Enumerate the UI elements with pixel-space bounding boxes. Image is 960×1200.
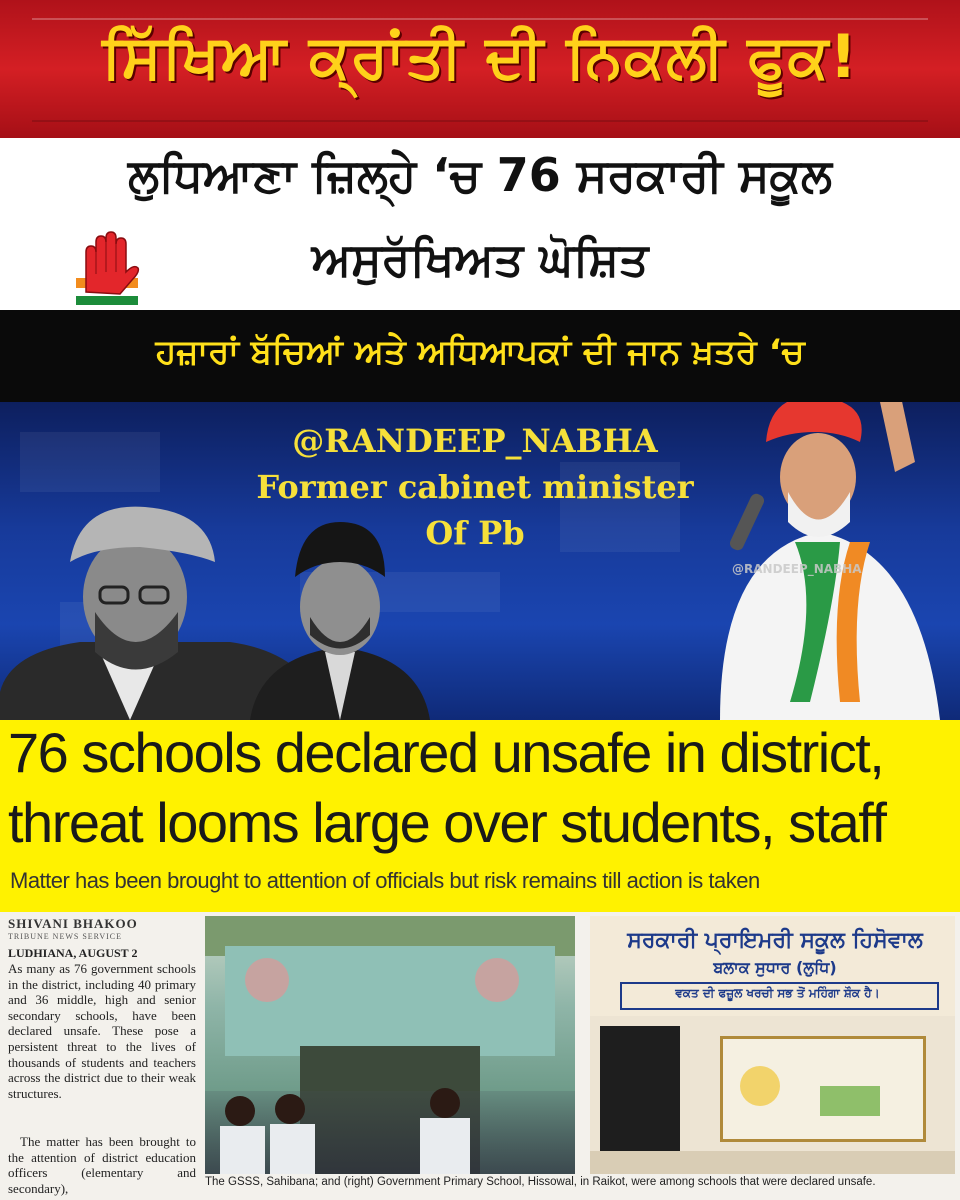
article-service: TRIBUNE NEWS SERVICE — [8, 932, 123, 941]
overlay-state: Of Pb — [425, 514, 525, 552]
article-dateline: LUDHIANA, AUGUST 2 — [8, 946, 138, 960]
school-slogan: ਵਕਤ ਦੀ ਫਜ਼ੂਲ ਖਰਚੀ ਸਭ ਤੋਂ ਮਹਿੰਗਾ ਸ਼ੌਕ ਹੈ। — [675, 986, 880, 1000]
school-sign-name: ਸਰਕਾਰੀ ਪ੍ਰਾਇਮਰੀ ਸਕੂਲ ਹਿਸੋਵਾਲ — [627, 928, 923, 953]
article-author: SHIVANI BHAKOO — [8, 916, 138, 931]
article-body-paragraph-1: As many as 76 government schools in the district, including 40 primary and 36 middle, high and senior secondary schools, have been declared unsafe. These pose a persistent threat to the lives of thousands of students and teachers across the district due to their weak structures. — [8, 961, 196, 1101]
newspaper-headline-line1: 76 schools declared unsafe in district, — [8, 721, 884, 784]
article-body-paragraph-2: The matter has been brought to the attention of district education officers (elementary and secondary), — [8, 1134, 196, 1196]
school-sign-block: ਬਲਾਕ ਸੁਧਾਰ (ਲੁਧਿ) — [713, 958, 837, 977]
newspaper-deck: Matter has been brought to attention of officials but risk remains till action is taken — [10, 868, 760, 893]
subheading-line2: ਅਸੁਰੱਖਿਅਤ ਘੋਸ਼ਿਤ — [311, 232, 649, 286]
subheading-line1: ਲੁਧਿਆਣਾ ਜ਼ਿਲ੍ਹੇ ‘ਚ 76 ਸਰਕਾਰੀ ਸਕੂਲ — [128, 148, 832, 202]
school-photo-hissowal — [590, 916, 955, 1174]
newspaper-headline-line2: threat looms large over students, staff — [8, 791, 886, 854]
warning-strip-text: ਹਜ਼ਾਰਾਂ ਬੱਚਿਆਂ ਅਤੇ ਅਧਿਆਪਕਾਂ ਦੀ ਜਾਨ ਖ਼ਤਰੇ ‘ਚ — [155, 332, 805, 372]
photo-caption: The GSSS, Sahibana; and (right) Government Primary School, Hissowal, in Raikot, were among schools that were declared unsafe. — [205, 1176, 876, 1188]
main-headline: ਸਿੱਖਿਆ ਕ੍ਰਾਂਤੀ ਦੀ ਨਿਕਲੀ ਫੂਕ! — [102, 22, 858, 92]
overlay-title: Former cabinet minister — [256, 468, 694, 506]
photo-watermark: @RANDEEP_NABHA — [732, 562, 862, 576]
school-photo-sahibana — [205, 916, 575, 1174]
congress-hand-icon — [72, 222, 142, 306]
overlay-handle: @RANDEEP_NABHA — [292, 422, 658, 460]
